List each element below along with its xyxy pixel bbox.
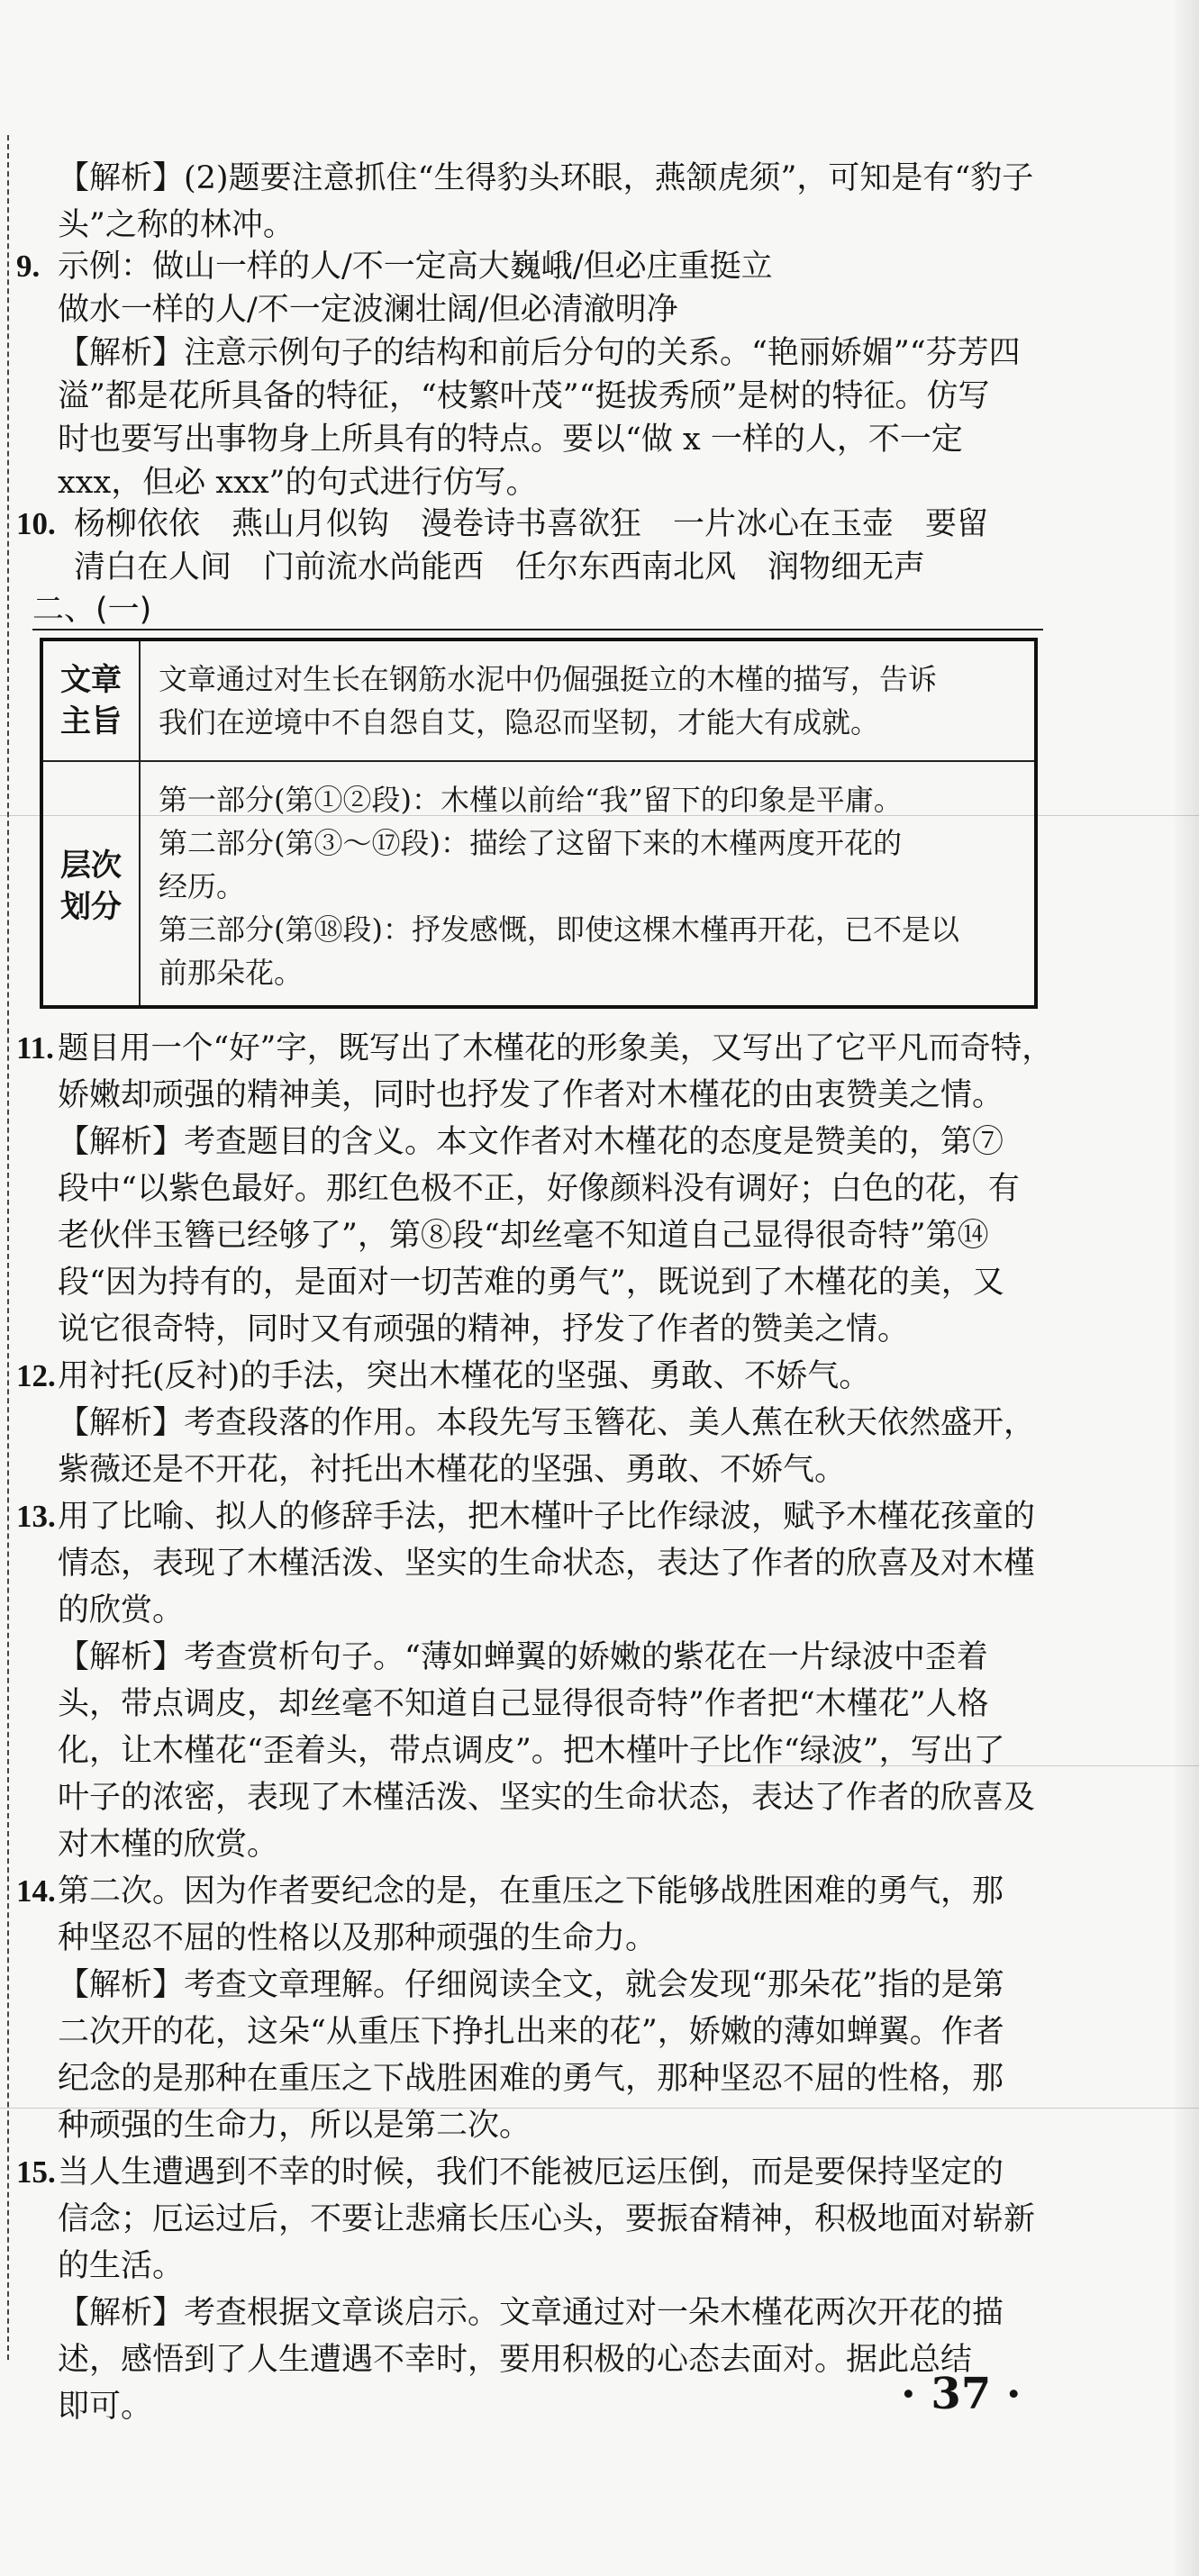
text-line: 【解析】考查文章理解。仔细阅读全文，就会发现“那朵花”指的是第 bbox=[58, 1967, 1004, 2003]
text-line: 第二次。因为作者要纪念的是，在重压之下能够战胜困难的勇气，那 bbox=[58, 1873, 1004, 1909]
question-number: 10. bbox=[16, 506, 56, 541]
table-cell-text: 第三部分(第⑱段)：抒发感慨，即使这棵木槿再开花，已不是以 bbox=[159, 912, 959, 947]
text-line: 用衬托(反衬)的手法，突出木槿花的坚强、勇敢、不娇气。 bbox=[58, 1358, 871, 1394]
text-line: 当人生遭遇到不幸的时候，我们不能被厄运压倒，而是要保持坚定的 bbox=[58, 2154, 1004, 2191]
text-line: 杨柳依依 燕山月似钩 漫卷诗书喜欲狂 一片冰心在玉壶 要留 bbox=[74, 506, 989, 542]
text-line: 【解析】考查赏析句子。“薄如蝉翼的娇嫩的紫花在一片绿波中歪着 bbox=[58, 1639, 988, 1675]
table-cell-text: 经历。 bbox=[159, 869, 246, 903]
page-edge-shadow bbox=[1172, 0, 1199, 2576]
text-line: 娇嫩却顽强的精神美，同时也抒发了作者对木槿花的由衷赞美之情。 bbox=[58, 1077, 1004, 1113]
text-line: 【解析】考查题目的含义。本文作者对木槿花的态度是赞美的，第⑦ bbox=[58, 1124, 1004, 1160]
text-line: 情态，表现了木槿活泼、坚实的生命状态，表达了作者的欣喜及对木槿 bbox=[58, 1546, 1036, 1582]
text-line: 种坚忍不屈的性格以及那种顽强的生命力。 bbox=[58, 1920, 658, 1956]
question-number: 14. bbox=[16, 1873, 56, 1909]
text-line: 题目用一个“好”字，既写出了木槿花的形象美，又写出了它平凡而奇特， bbox=[58, 1030, 1053, 1066]
text-line: 【解析】考查段落的作用。本段先写玉簪花、美人蕉在秋天依然盛开， bbox=[58, 1405, 1036, 1441]
text-line: 头”之称的林冲。 bbox=[58, 207, 295, 243]
text-line: 即可。 bbox=[58, 2389, 153, 2425]
table-cell-text: 第一部分(第①②段)：木槿以前给“我”留下的印象是平庸。 bbox=[159, 783, 903, 817]
binding-dashed-line bbox=[7, 135, 9, 2360]
question-number: 13. bbox=[16, 1499, 56, 1534]
text-line: 段中“以紫色最好。那红色极不正，好像颜料没有调好；白色的花，有 bbox=[58, 1171, 1020, 1207]
table-label: 层次 bbox=[60, 848, 122, 884]
text-line: 【解析】考查根据文章谈启示。文章通过对一朵木槿花两次开花的描 bbox=[58, 2295, 1004, 2331]
text-line: 段“因为持有的，是面对一切苦难的勇气”，既说到了木槿花的美，又 bbox=[58, 1265, 1004, 1301]
text-line: 化，让木槿花“歪着头，带点调皮”。把木槿叶子比作“绿波”，写出了 bbox=[58, 1733, 1005, 1769]
section-rule bbox=[32, 629, 1043, 630]
text-line: 的欣赏。 bbox=[58, 1592, 185, 1628]
text-line: 老伙伴玉簪已经够了”，第⑧段“却丝毫不知道自己显得很奇特”第⑭ bbox=[58, 1218, 989, 1254]
table-cell-text: 前那朵花。 bbox=[159, 956, 304, 990]
page-number: · 37 · bbox=[901, 2369, 1022, 2419]
table-label: 主旨 bbox=[60, 703, 122, 739]
text-line: 【解析】注意示例句子的结构和前后分句的关系。“艳丽娇媚”“芬芳四 bbox=[58, 335, 1021, 371]
summary-table bbox=[40, 638, 1038, 1009]
table-label: 划分 bbox=[60, 889, 122, 925]
text-line: xxx，但必 xxx”的句式进行仿写。 bbox=[58, 465, 538, 501]
text-line: 溢”都是花所具备的特征，“枝繁叶茂”“挺拔秀颀”是树的特征。仿写 bbox=[58, 378, 990, 414]
text-line: 清白在人间 门前流水尚能西 任尔东西南北风 润物细无声 bbox=[74, 549, 926, 585]
text-line: 【解析】(2)题要注意抓住“生得豹头环眼，燕颔虎须”，可知是有“豹子 bbox=[58, 160, 1034, 196]
question-number: 9. bbox=[16, 249, 41, 284]
section-heading: 二、(一) bbox=[32, 592, 152, 628]
text-line: 信念；厄运过后，不要让悲痛长压心头，要振奋精神，积极地面对崭新 bbox=[58, 2201, 1036, 2237]
text-line: 述，感悟到了人生遭遇不幸时，要用积极的心态去面对。据此总结 bbox=[58, 2342, 973, 2378]
table-label: 文章 bbox=[60, 662, 122, 698]
text-line: 做水一样的人/不一定波澜壮阔/但必清澈明净 bbox=[58, 292, 678, 328]
text-line: 纪念的是那种在重压之下战胜困难的勇气，那种坚忍不屈的性格，那 bbox=[58, 2061, 1004, 2097]
text-line: 紫薇还是不开花，衬托出木槿花的坚强、勇敢、不娇气。 bbox=[58, 1452, 847, 1488]
table-cell-text: 第二部分(第③～⑰段)：描绘了这留下来的木槿两度开花的 bbox=[159, 826, 902, 860]
table-column-divider bbox=[139, 641, 141, 1005]
text-line: 时也要写出事物身上所具有的特点。要以“做 x 一样的人，不一定 bbox=[58, 422, 963, 458]
text-line: 二次开的花，这朵“从重压下挣扎出来的花”，娇嫩的薄如蝉翼。作者 bbox=[58, 2014, 1004, 2050]
text-line: 说它很奇特，同时又有顽强的精神，抒发了作者的赞美之情。 bbox=[58, 1311, 910, 1347]
text-line: 头，带点调皮，却丝毫不知道自己显得很奇特”作者把“木槿花”人格 bbox=[58, 1686, 989, 1722]
text-line: 用了比喻、拟人的修辞手法，把木槿叶子比作绿波，赋予木槿花孩童的 bbox=[58, 1499, 1036, 1535]
table-cell-text: 我们在逆境中不自怨自艾，隐忍而坚韧，才能大有成就。 bbox=[159, 705, 880, 739]
text-line: 示例：做山一样的人/不一定高大巍峨/但必庄重挺立 bbox=[58, 249, 773, 285]
text-line: 对木槿的欣赏。 bbox=[58, 1827, 279, 1863]
text-line: 叶子的浓密，表现了木槿活泼、坚实的生命状态，表达了作者的欣喜及 bbox=[58, 1780, 1036, 1816]
text-line: 种顽强的生命力，所以是第二次。 bbox=[58, 2108, 531, 2144]
table-cell-text: 文章通过对生长在钢筋水泥中仍倔强挺立的木槿的描写，告诉 bbox=[159, 662, 938, 696]
question-number: 11. bbox=[16, 1030, 54, 1066]
question-number: 15. bbox=[16, 2154, 56, 2190]
table-row-divider bbox=[43, 760, 1034, 762]
text-line: 的生活。 bbox=[58, 2248, 185, 2284]
question-number: 12. bbox=[16, 1358, 56, 1393]
